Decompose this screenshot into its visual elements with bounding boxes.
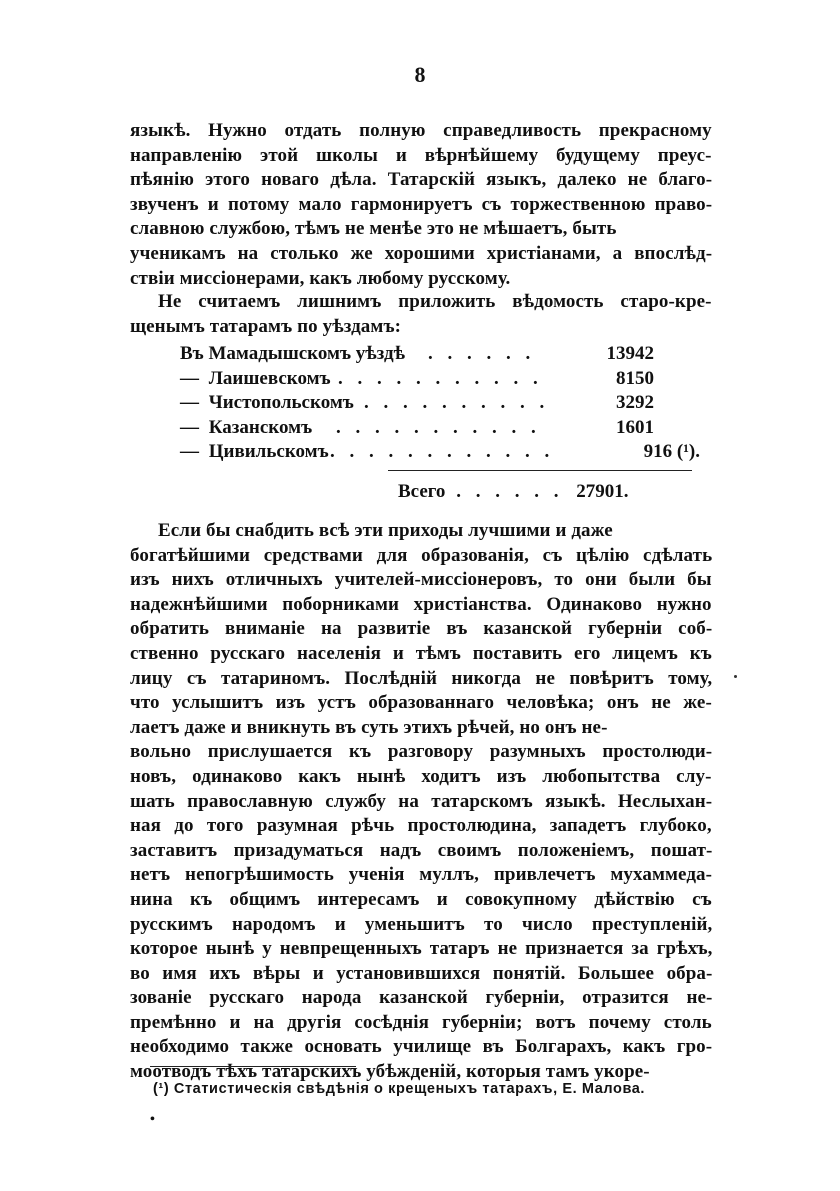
text-line: лаетъ даже и вникнуть въ суть этихъ рѣчей, но онъ не- xyxy=(130,716,608,738)
table-row xyxy=(180,440,700,465)
paragraph-3 xyxy=(130,519,712,1085)
table-row xyxy=(180,416,700,441)
text-line: заставитъ призадуматься надъ своимъ положеніемъ, пошат- xyxy=(130,839,713,861)
total-row xyxy=(398,481,628,503)
text-line: направленію этой школы и вѣрнѣйшему будущему преус- xyxy=(130,144,712,166)
text-line: новъ, одинаково какъ нынѣ ходитъ изъ любопытства слу- xyxy=(130,765,712,787)
row-label: — Лаишевскомъ xyxy=(180,367,331,389)
row-label: — Казанскомъ xyxy=(180,416,313,438)
sum-rule xyxy=(388,470,692,471)
text-line: обратить вниманіе на развитіе въ казанской губерніи соб- xyxy=(130,618,713,640)
table-row xyxy=(180,367,700,392)
text-line: ствіи миссіонерами, какъ любому русскому. xyxy=(130,267,511,289)
table-row xyxy=(180,342,700,367)
print-speck xyxy=(734,675,737,678)
text-line: языкѣ. Нужно отдать полную справедливость прекрасному xyxy=(130,120,712,141)
row-label: Въ Мамадышскомъ уѣздѣ xyxy=(180,343,405,364)
page-number: 8 xyxy=(414,62,426,87)
text-line: необходимо также основать училище въ Болгарахъ, какъ гро- xyxy=(130,1036,713,1058)
row-value: 1601 xyxy=(616,416,654,438)
leader-dots: . . . . . . xyxy=(456,481,564,502)
leader-dots: . . . . . . . . . . . xyxy=(336,416,541,438)
text-line: русскимъ народомъ и уменьшитъ то число преступленій, xyxy=(130,913,713,935)
text-line: щенымъ татарамъ по уѣздамъ: xyxy=(130,315,402,337)
text-line: лицу съ татариномъ. Послѣдній никогда не повѣритъ тому, xyxy=(130,667,713,689)
leader-dots: . . . . . . . . . . xyxy=(364,392,550,414)
text-line: славною службою, тѣмъ не менѣе это не мѣшаетъ, быть xyxy=(130,218,617,240)
text-line: шать православную службу на татарскомъ языкѣ. Неслыхан- xyxy=(130,790,713,812)
row-value: 8150 xyxy=(616,367,654,389)
text-line: которое нынѣ у невпрещенныхъ татаръ не признается за грѣхъ, xyxy=(130,938,713,960)
footnote-rule xyxy=(150,1066,356,1067)
leader-dots: . . . . . . . . . . . xyxy=(338,367,543,389)
bullet-mark: • xyxy=(150,1112,155,1127)
text-line: звученъ и потому мало гармонируетъ съ торжественною право- xyxy=(130,193,713,215)
row-label: — Чистопольскомъ xyxy=(180,392,354,414)
text-line: во имя ихъ вѣры и установившихся понятій. Большее обра- xyxy=(130,962,713,984)
row-value: 916 (¹). xyxy=(643,441,700,463)
row-value: 3292 xyxy=(616,392,654,414)
text-line: надежнѣйшими поборниками христіанства. Одинаково нужно xyxy=(130,593,712,615)
paragraph-1 xyxy=(130,119,712,291)
text-line: ственно русскаго населенія и тѣмъ поставить его лицемъ къ xyxy=(130,642,712,664)
text-line: изъ нихъ отличныхъ учителей-миссіонеровъ, то они были бы xyxy=(130,569,712,591)
leader-dots: . . . . . . . . . . . . xyxy=(330,441,555,463)
text-line: зованіе русскаго народа казанской губерніи, отразится не- xyxy=(130,987,713,1009)
text-line: Если бы снабдить всѣ эти приходы лучшими и даже xyxy=(158,520,613,541)
text-line: пѣянію этого новаго дѣла. Татарскій языкъ, далеко не благо- xyxy=(130,169,713,191)
text-line: нина къ общимъ интересамъ и совокупному дѣйствію съ xyxy=(130,888,712,910)
text-line: ная до того разумная рѣчь простолюдина, западетъ глубоко, xyxy=(130,815,712,837)
text-line: богатѣйшими средствами для образованія, съ цѣлію сдѣлать xyxy=(130,544,713,566)
text-line: Не считаемъ лишнимъ приложить вѣдомость старо-кре- xyxy=(158,291,712,312)
leader-dots: . . . . . . xyxy=(428,343,536,364)
row-label: — Цивильскомъ xyxy=(180,441,329,463)
total-label: Всего xyxy=(398,481,446,502)
footnote: (¹) Статистическія свѣдѣнія о крещеныхъ татарахъ, Е. Малова. xyxy=(153,1081,646,1097)
text-line: ученикамъ на столько же хорошими христіанами, а впослѣд- xyxy=(130,242,713,264)
district-table xyxy=(180,342,700,465)
paragraph-2 xyxy=(130,290,712,339)
text-line: нетъ непогрѣшимость ученія муллъ, привлечетъ мухаммеда- xyxy=(130,864,713,886)
text-line: премѣнно и на другія сосѣднія губерніи; вотъ почему столь xyxy=(130,1011,712,1033)
total-value: 27901. xyxy=(576,481,629,502)
text-line: что услышитъ изъ устъ образованнаго человѣка; онъ не же- xyxy=(130,692,712,714)
text-line: моотводъ тѣхъ татарскихъ убѣжденій, которыя тамъ укоре- xyxy=(130,1061,650,1083)
text-line: вольно прислушается къ разговору разумныхъ простолюди- xyxy=(130,741,713,763)
row-value: 13942 xyxy=(606,343,654,364)
table-row xyxy=(180,391,700,416)
